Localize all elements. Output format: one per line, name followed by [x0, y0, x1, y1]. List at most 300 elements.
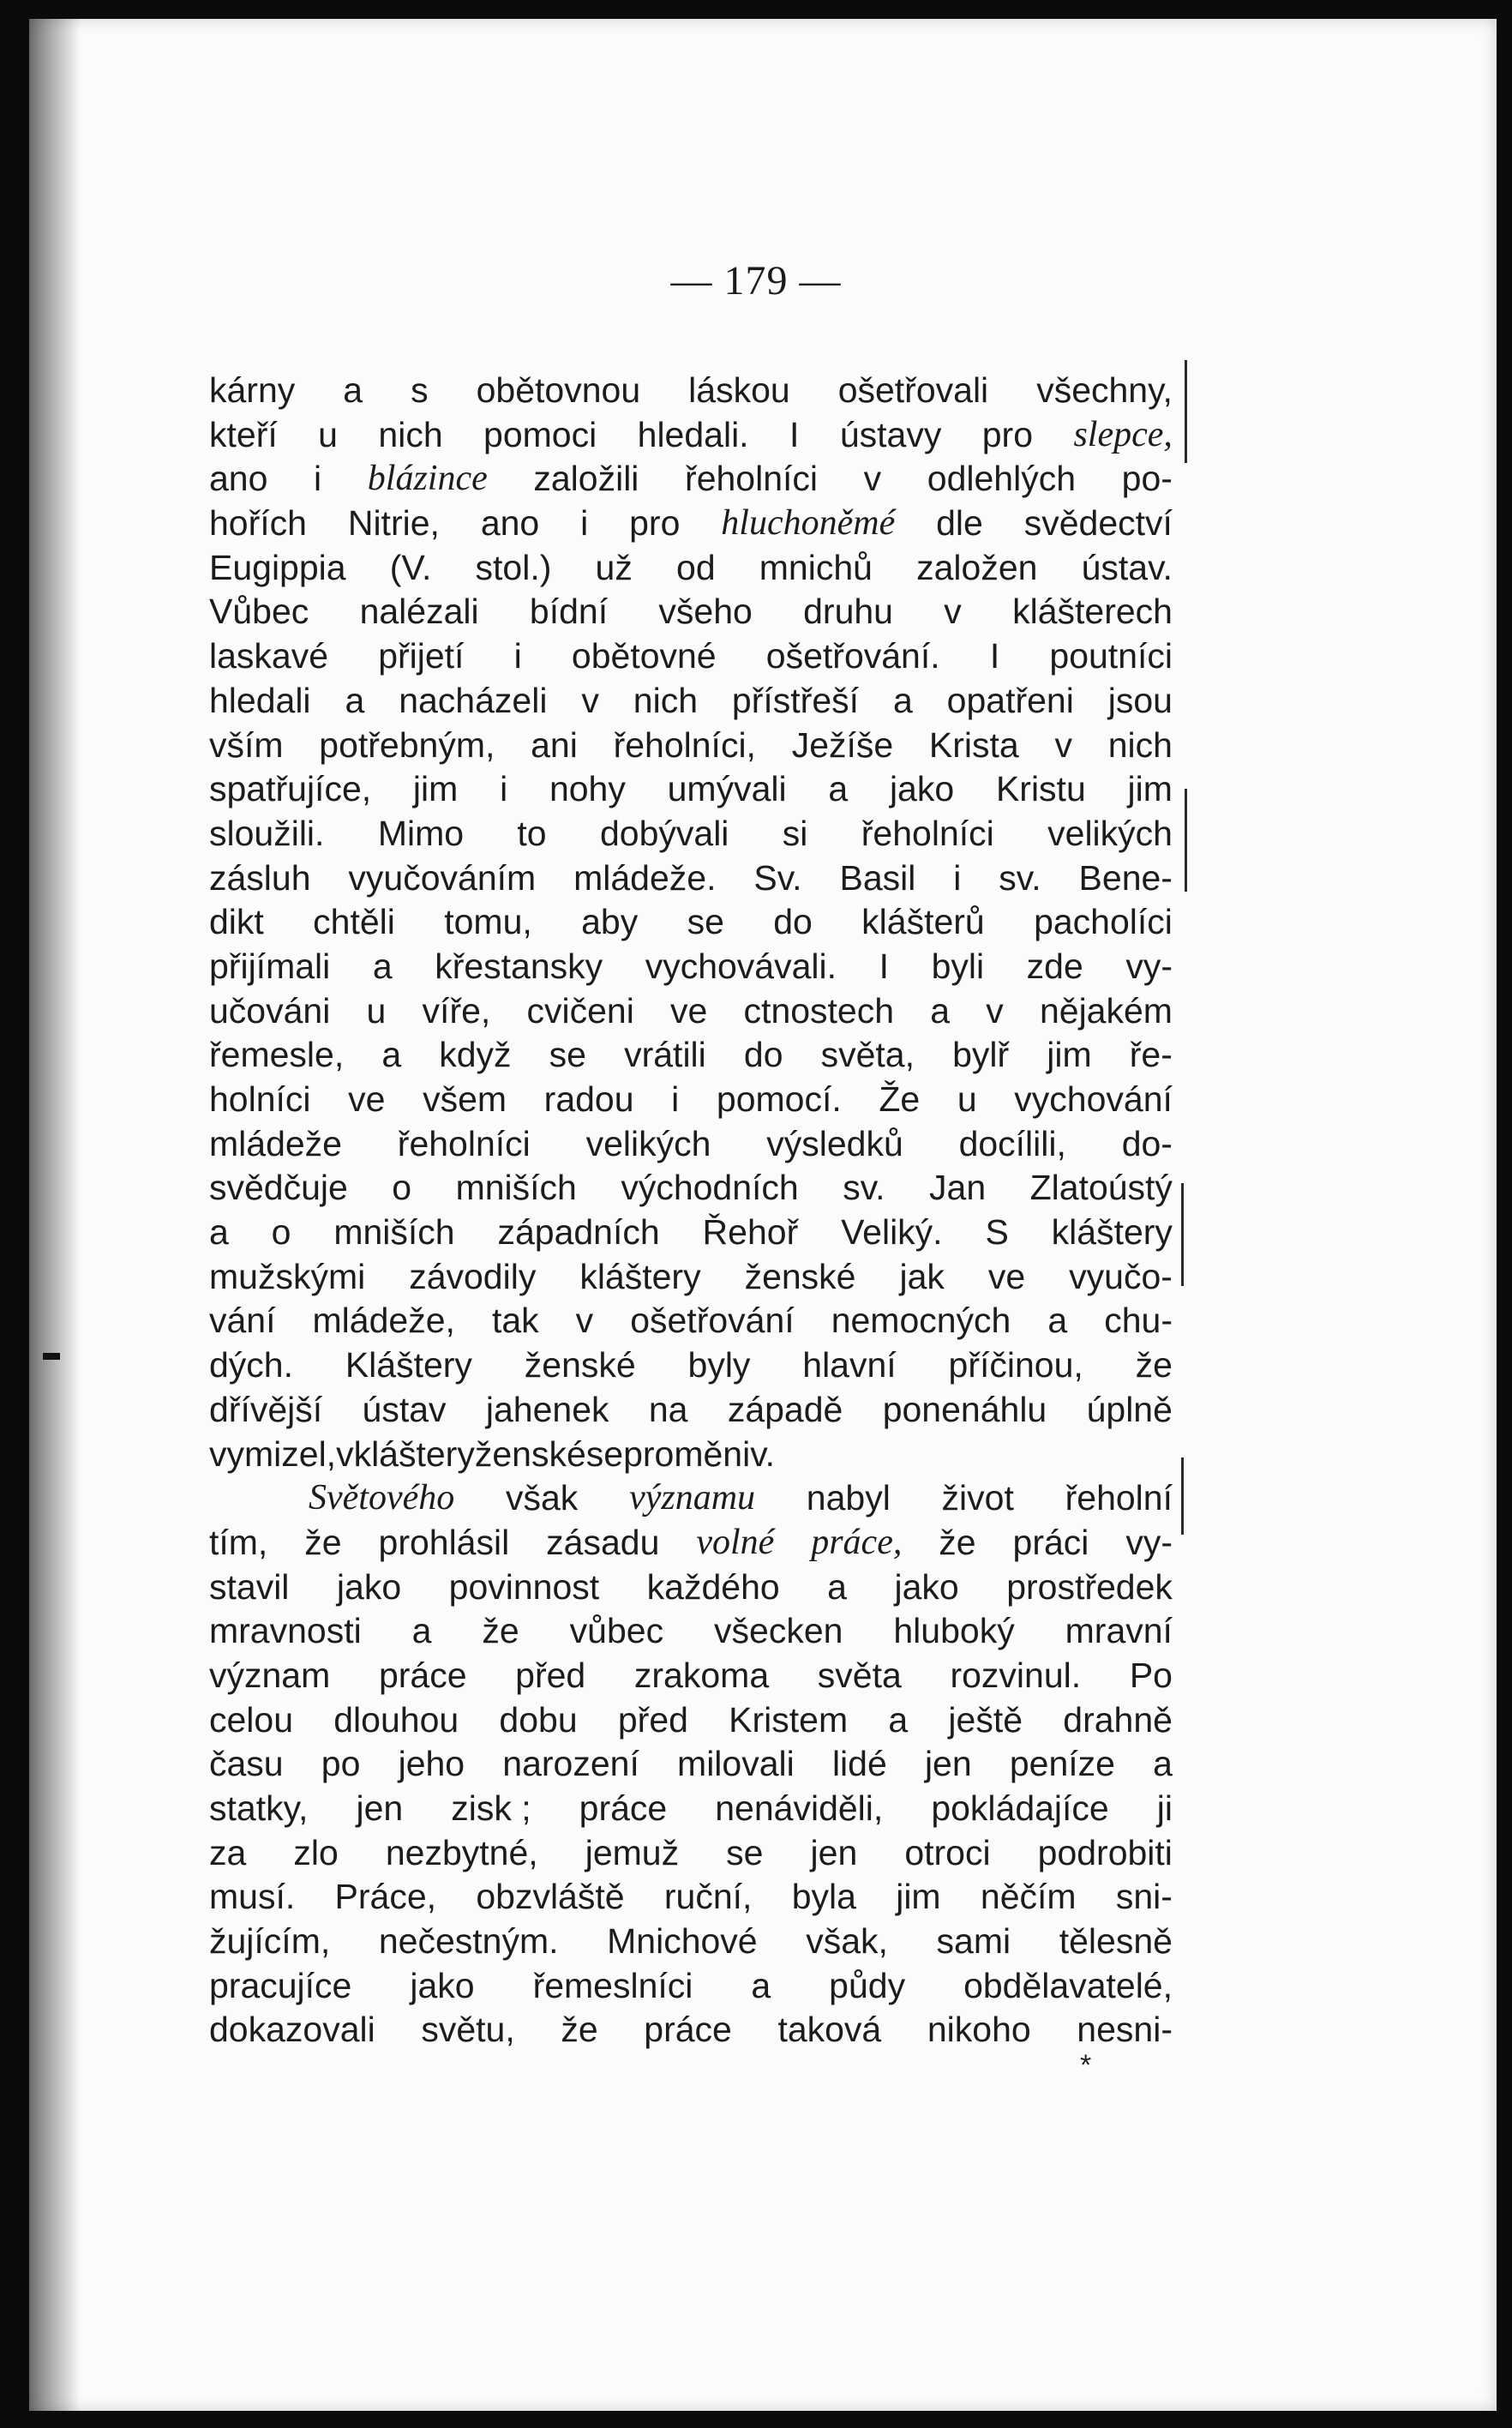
- word: Vůbec: [209, 592, 309, 632]
- word: v: [986, 990, 1004, 1031]
- word: úplně: [1086, 1389, 1173, 1429]
- word: klášterů: [861, 902, 985, 942]
- word: taková: [777, 2010, 882, 2050]
- word: přístřeší: [731, 680, 860, 720]
- word: ji: [1156, 1788, 1173, 1828]
- word: nenáviděli,: [715, 1788, 884, 1828]
- word: že: [561, 2010, 598, 2050]
- word: docílili,: [958, 1123, 1066, 1163]
- word: jen: [810, 1832, 858, 1872]
- word: nich: [378, 414, 443, 454]
- word: o: [392, 1168, 412, 1208]
- word: mládeže.: [573, 857, 717, 898]
- word: aby: [581, 902, 639, 942]
- word: dřívější: [209, 1389, 323, 1429]
- word: Řehoř: [702, 1212, 799, 1253]
- word: všechny,: [1036, 370, 1173, 410]
- word: nesni-: [1077, 2010, 1173, 2050]
- word: dokazovali: [209, 2010, 375, 2050]
- italic-word: volné: [696, 1522, 775, 1562]
- word: S: [985, 1212, 1009, 1253]
- word: a: [209, 1212, 229, 1253]
- word: v: [944, 592, 962, 632]
- word: a: [381, 1035, 402, 1075]
- text-line: [209, 369, 1173, 413]
- word: jen: [924, 1744, 972, 1784]
- word: ústav: [362, 1389, 447, 1429]
- word: každého: [646, 1566, 780, 1607]
- text-line: [209, 812, 1173, 856]
- word: zásadu: [546, 1522, 660, 1562]
- word: hluboký: [893, 1611, 1015, 1651]
- text-line: [209, 502, 1173, 546]
- word: Po: [1129, 1655, 1173, 1695]
- italic-word: práce,: [811, 1522, 903, 1562]
- margin-mark: [1185, 789, 1187, 892]
- word: na: [648, 1389, 688, 1429]
- text-line: [209, 1255, 1173, 1300]
- word: všem: [423, 1079, 507, 1119]
- word: i: [513, 636, 522, 676]
- word: odlehlých: [927, 459, 1077, 499]
- word: a: [888, 1699, 909, 1740]
- word: a: [1153, 1744, 1173, 1784]
- word: světa,: [820, 1035, 915, 1075]
- text-line: [209, 1078, 1173, 1122]
- word: laskavé: [209, 636, 329, 676]
- word: pomocí.: [716, 1079, 842, 1119]
- word: jak: [899, 1256, 945, 1296]
- text-line: [209, 1698, 1173, 1743]
- word: kteří: [209, 414, 278, 454]
- text-line: [209, 945, 1173, 989]
- word: světu,: [421, 2010, 515, 2050]
- word: sami: [936, 1921, 1011, 1962]
- text-line: [209, 1033, 1173, 1078]
- word: pacholíci: [1034, 902, 1173, 942]
- word: ještě: [948, 1699, 1023, 1740]
- word: vy-: [1125, 946, 1173, 986]
- word: mravní: [1065, 1611, 1173, 1651]
- word: Veliký.: [841, 1212, 943, 1253]
- word: nějakém: [1039, 990, 1173, 1031]
- word: pokládajíce: [931, 1788, 1109, 1828]
- margin-mark: [1181, 1183, 1184, 1286]
- word: Krista: [928, 724, 1019, 765]
- word: jim: [1047, 1035, 1092, 1075]
- word: že: [1135, 1345, 1173, 1385]
- text-line: [209, 724, 1173, 768]
- word: obětovnou: [476, 370, 641, 410]
- word: založen: [916, 547, 1038, 587]
- word: a: [372, 946, 393, 986]
- word: a: [411, 1611, 432, 1651]
- word: peníze: [1009, 1744, 1115, 1784]
- word: ústav.: [1081, 547, 1173, 587]
- text-line: [209, 1476, 1173, 1521]
- word: všeho: [658, 592, 753, 632]
- word: proměniv.: [623, 1433, 776, 1474]
- word: nohy: [549, 769, 626, 809]
- word: i: [314, 459, 322, 499]
- word: nich: [1107, 724, 1173, 765]
- word: tím,: [209, 1522, 268, 1562]
- word: I: [989, 636, 1000, 676]
- word: Nitrie,: [347, 503, 440, 544]
- word: východních: [621, 1168, 799, 1208]
- word: Práce,: [334, 1877, 437, 1917]
- word: ano: [209, 459, 268, 499]
- word: řeholníci: [397, 1123, 531, 1163]
- word: statky,: [209, 1788, 309, 1828]
- text-line: [209, 1566, 1173, 1610]
- word: umývali: [667, 769, 787, 809]
- word: ženské: [524, 1345, 636, 1385]
- text-line: [209, 1166, 1173, 1211]
- word: kláštery: [353, 1433, 475, 1474]
- word: řemesle,: [209, 1035, 345, 1075]
- word: láskou: [688, 370, 790, 410]
- word: nezbytné,: [385, 1832, 538, 1872]
- word: mniších: [455, 1168, 577, 1208]
- word: tak: [491, 1301, 539, 1341]
- word: ženské: [744, 1256, 856, 1296]
- word: ctnostech: [743, 990, 895, 1031]
- text-line: [209, 679, 1173, 724]
- word: v: [1054, 724, 1072, 765]
- word: byly: [687, 1345, 751, 1385]
- word: jim: [1127, 769, 1173, 809]
- text-line: [209, 989, 1173, 1034]
- word: řemeslníci: [532, 1965, 693, 2005]
- word: Mimo: [377, 813, 465, 853]
- text-line: [209, 1831, 1173, 1876]
- word: pro: [981, 414, 1034, 454]
- word: vychovávali.: [645, 946, 837, 986]
- word: a: [751, 1965, 771, 2005]
- word: Bene-: [1078, 857, 1173, 898]
- word: že: [482, 1611, 519, 1651]
- word: řeholníci: [685, 459, 819, 499]
- word: žujícím,: [209, 1921, 331, 1962]
- word: nabyl: [806, 1478, 891, 1518]
- word: nemocných: [831, 1301, 1011, 1341]
- word: a: [1047, 1301, 1068, 1341]
- word: vy-: [1125, 1522, 1173, 1562]
- word: otroci: [904, 1832, 991, 1872]
- italic-word: významu: [629, 1478, 756, 1518]
- word: hořích: [209, 503, 307, 544]
- word: ponenáhlu: [882, 1389, 1047, 1429]
- word: život: [941, 1478, 1014, 1518]
- word: zásluh: [209, 857, 311, 898]
- text-line: [209, 634, 1173, 679]
- word: dých.: [209, 1345, 293, 1385]
- word: cvičeni: [526, 990, 634, 1031]
- word: prohlásil: [378, 1522, 510, 1562]
- italic-word: slepce,: [1073, 414, 1173, 454]
- word: stavil: [209, 1566, 290, 1607]
- text-line: [209, 413, 1173, 458]
- word: i: [580, 503, 589, 544]
- word: dlouhou: [333, 1699, 459, 1740]
- word: přijímali: [209, 946, 331, 986]
- word: potřebným,: [319, 724, 495, 765]
- word: přijetí: [378, 636, 465, 676]
- word: tělesně: [1059, 1921, 1173, 1962]
- word: mnichů: [759, 547, 873, 587]
- word: ošetřování.: [765, 636, 940, 676]
- word: tomu,: [444, 902, 532, 942]
- word: jako: [336, 1566, 402, 1607]
- word: se: [726, 1832, 764, 1872]
- word: radou: [543, 1079, 634, 1119]
- word: mužskými: [209, 1256, 366, 1296]
- word: význam: [209, 1655, 331, 1695]
- word: poutníci: [1049, 636, 1173, 676]
- word: ano: [480, 503, 540, 544]
- word: hlavní: [802, 1345, 897, 1385]
- word: všecken: [714, 1611, 843, 1651]
- word: řeholníci,: [613, 724, 756, 765]
- word: od: [676, 547, 716, 587]
- word: hledali: [209, 680, 311, 720]
- word: jim: [896, 1877, 941, 1917]
- word: velikých: [585, 1123, 711, 1163]
- word: a: [345, 680, 365, 720]
- word: ústavy: [839, 414, 942, 454]
- word: vymizel,: [209, 1433, 337, 1474]
- word: svědectví: [1023, 503, 1173, 544]
- word: v: [336, 1433, 354, 1474]
- word: lidé: [831, 1744, 887, 1784]
- word: zisk ;: [451, 1788, 531, 1828]
- word: Basil: [839, 857, 916, 898]
- word: v: [581, 680, 599, 720]
- word: sni-: [1115, 1877, 1173, 1917]
- word: narození: [502, 1744, 639, 1784]
- text-line: [209, 1787, 1173, 1831]
- word: a: [343, 370, 363, 410]
- word: před: [515, 1655, 586, 1695]
- page-edge-shadow: [29, 19, 81, 2411]
- word: Sv.: [753, 857, 802, 898]
- word: podrobiti: [1037, 1832, 1173, 1872]
- word: ošetřovali: [837, 370, 989, 410]
- word: drahně: [1063, 1699, 1173, 1740]
- word: i: [671, 1079, 680, 1119]
- word: s: [411, 370, 429, 410]
- word: jako: [889, 769, 955, 809]
- word: hledali.: [637, 414, 749, 454]
- word: práci: [1012, 1522, 1089, 1562]
- word: ženské: [474, 1433, 586, 1474]
- text-line: [209, 1875, 1173, 1920]
- word: že: [304, 1522, 342, 1562]
- word: víře,: [422, 990, 491, 1031]
- word: a: [930, 990, 951, 1031]
- word: času: [209, 1744, 284, 1784]
- word: jeho: [398, 1744, 465, 1784]
- word: milovali: [677, 1744, 795, 1784]
- word: obzvláště: [476, 1877, 625, 1917]
- text-line: [209, 1433, 1173, 1477]
- word: se: [585, 1433, 624, 1474]
- text-line: [209, 1122, 1173, 1167]
- page-number: — 179 —: [670, 258, 842, 304]
- word: vyučováním: [348, 857, 537, 898]
- word: byla: [791, 1877, 856, 1917]
- word: a: [827, 1566, 847, 1607]
- word: dle: [936, 503, 983, 544]
- word: (V.: [389, 547, 432, 587]
- word: velikých: [1047, 813, 1173, 853]
- word: byli: [931, 946, 985, 986]
- word: kárny: [209, 370, 296, 410]
- word: jahenek: [485, 1389, 609, 1429]
- word: ve: [987, 1256, 1026, 1296]
- word: opatřeni: [946, 680, 1074, 720]
- signature-mark: *: [1080, 2049, 1092, 2082]
- word: I: [879, 946, 889, 986]
- word: to: [517, 813, 547, 853]
- word: bylř: [952, 1035, 1010, 1075]
- word: Kristu: [995, 769, 1086, 809]
- text-line: [209, 1299, 1173, 1343]
- word: křestansky: [435, 946, 603, 986]
- word: nečestným.: [378, 1921, 559, 1962]
- word: v: [863, 459, 882, 499]
- word: před: [617, 1699, 688, 1740]
- word: ve: [670, 990, 708, 1031]
- word: do-: [1121, 1123, 1173, 1163]
- word: vychování: [1014, 1079, 1173, 1119]
- word: klášterech: [1012, 592, 1173, 632]
- word: půdy: [829, 1965, 906, 2005]
- word: nalézali: [359, 592, 479, 632]
- text-line: [209, 1609, 1173, 1654]
- word: něčím: [980, 1877, 1077, 1917]
- word: do: [773, 902, 813, 942]
- word: u: [957, 1079, 977, 1119]
- word: zrakoma: [633, 1655, 770, 1695]
- word: se: [549, 1035, 586, 1075]
- word: mniších: [333, 1212, 455, 1253]
- word: jim: [412, 769, 459, 809]
- word: chtěli: [313, 902, 395, 942]
- word: ve: [348, 1079, 386, 1119]
- word: zde: [1026, 946, 1083, 986]
- word: rozvinul.: [950, 1655, 1082, 1695]
- word: o: [271, 1212, 291, 1253]
- body-text: [209, 369, 1173, 2052]
- word: příčinou,: [948, 1345, 1083, 1385]
- word: kláštery: [579, 1256, 701, 1296]
- word: za: [209, 1832, 247, 1872]
- text-line: [209, 457, 1173, 502]
- word: prostředek: [1006, 1566, 1173, 1607]
- word: že: [939, 1522, 976, 1562]
- word: bídní: [529, 592, 609, 632]
- word: práce: [579, 1788, 668, 1828]
- word: Eugippia: [209, 547, 346, 587]
- word: sv.: [999, 857, 1041, 898]
- margin-mark: [1185, 360, 1187, 463]
- text-line: [209, 1654, 1173, 1698]
- word: ruční,: [663, 1877, 753, 1917]
- word: do: [743, 1035, 783, 1075]
- word: obětovné: [571, 636, 717, 676]
- word: pracujíce: [209, 1965, 352, 2005]
- word: vrátili: [624, 1035, 706, 1075]
- word: když: [439, 1035, 512, 1075]
- word: ošetřování: [630, 1301, 795, 1341]
- word: západních: [497, 1212, 660, 1253]
- word: světa: [817, 1655, 902, 1695]
- word: práce: [378, 1655, 467, 1695]
- word: vání: [209, 1301, 276, 1341]
- word: se: [687, 902, 724, 942]
- word: vyučo-: [1069, 1256, 1173, 1296]
- word: si: [782, 813, 808, 853]
- margin-mark: [1181, 1457, 1184, 1535]
- word: jen: [356, 1788, 404, 1828]
- word: povinnost: [448, 1566, 600, 1607]
- word: musí.: [209, 1877, 296, 1917]
- text-line: [209, 1343, 1173, 1388]
- word: ře-: [1129, 1035, 1173, 1075]
- word: dobývali: [599, 813, 729, 853]
- word: Kristem: [729, 1699, 849, 1740]
- word: kláštery: [1051, 1212, 1173, 1253]
- text-line: [209, 1211, 1173, 1255]
- word: Že: [879, 1079, 921, 1119]
- text-line: [209, 590, 1173, 634]
- text-line: [209, 1742, 1173, 1787]
- word: mládeže: [209, 1123, 342, 1163]
- text-line: [209, 2008, 1173, 2052]
- word: chu-: [1104, 1301, 1173, 1341]
- word: Kláštery: [345, 1345, 472, 1385]
- word: a: [828, 769, 849, 809]
- word: pro: [629, 503, 681, 544]
- word: nacházeli: [399, 680, 548, 720]
- word: sloužili.: [209, 813, 325, 853]
- word: výsledků: [766, 1123, 903, 1163]
- word: Ježíše: [791, 724, 894, 765]
- word: práce: [644, 2010, 732, 2050]
- text-line: [209, 767, 1173, 812]
- word: mládeže,: [312, 1301, 455, 1341]
- word: Mnichové: [607, 1921, 758, 1962]
- page-edge-mark: [43, 1353, 60, 1360]
- word: po: [321, 1744, 361, 1784]
- word: nikoho: [927, 2010, 1031, 2050]
- word: mravnosti: [209, 1611, 362, 1651]
- word: obdělavatelé,: [963, 1965, 1173, 2005]
- text-line: [209, 856, 1173, 901]
- word: i: [500, 769, 508, 809]
- text-line: [209, 1920, 1173, 1964]
- word: závodily: [409, 1256, 537, 1296]
- word: jsou: [1107, 680, 1173, 720]
- word: svědčuje: [209, 1168, 348, 1208]
- word: sv.: [843, 1168, 885, 1208]
- word: Jan: [929, 1168, 987, 1208]
- word: Zlatoústý: [1029, 1168, 1173, 1208]
- word: učováni: [209, 990, 331, 1031]
- italic-word: Světového: [309, 1478, 455, 1518]
